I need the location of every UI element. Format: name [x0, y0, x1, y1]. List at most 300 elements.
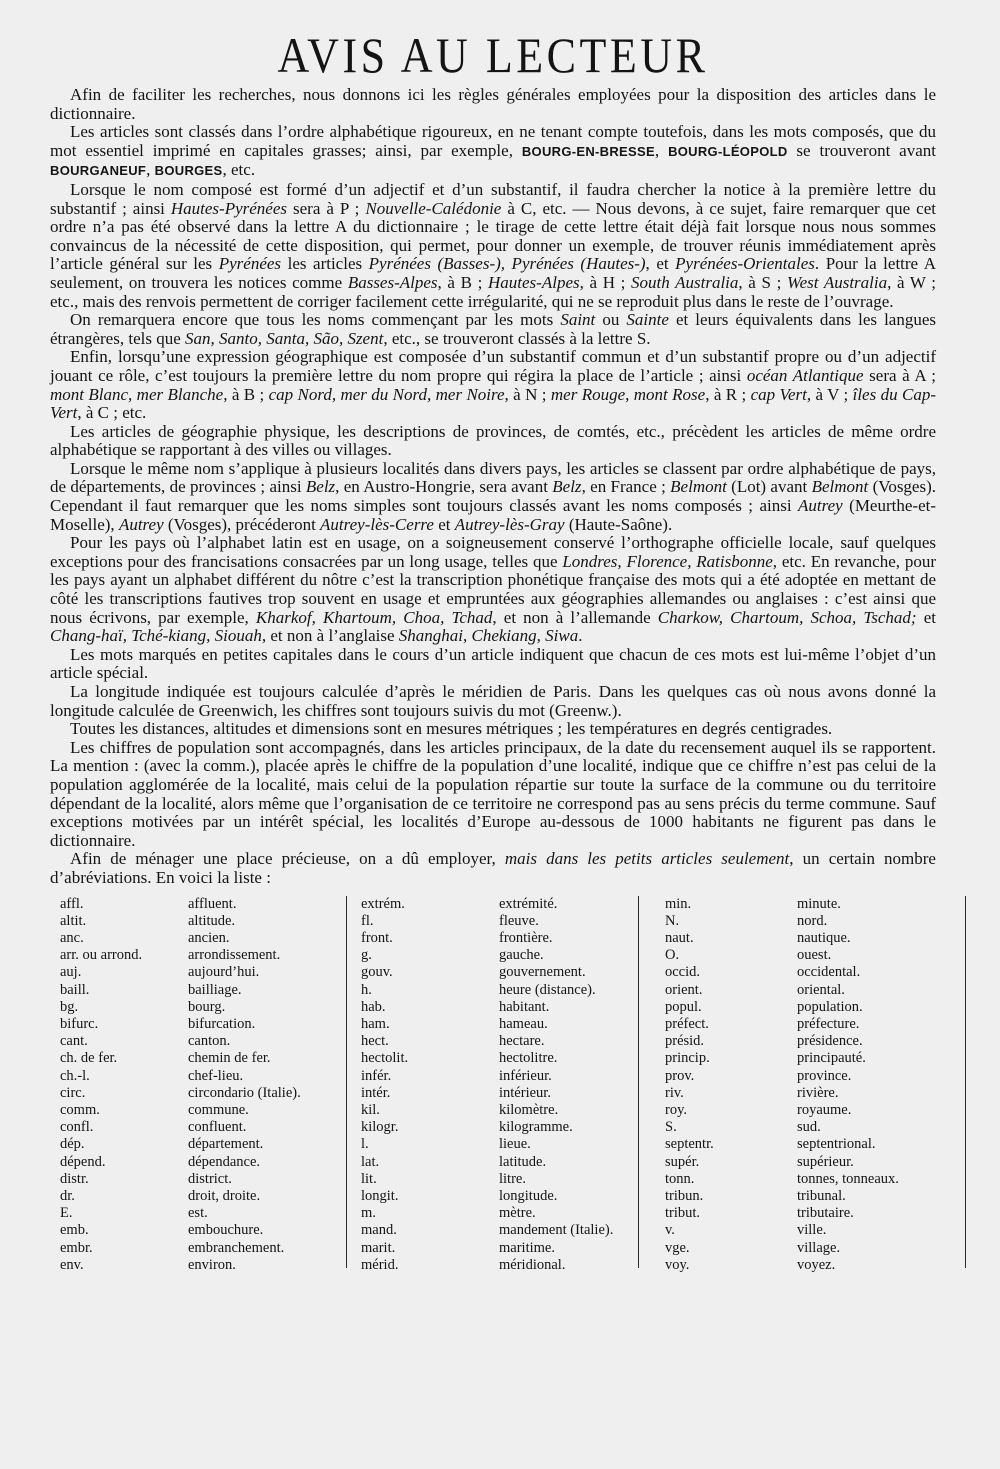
abbreviation-row — [361, 896, 657, 913]
italic-term: Autrey-lès-Cerre — [320, 514, 434, 534]
abbreviation-meaning: chemin de fer. — [188, 1050, 271, 1067]
abbreviation: riv. — [665, 1084, 684, 1101]
abbreviation-row — [665, 1154, 965, 1171]
italic-term: Pyrénées — [218, 254, 282, 274]
abbreviation: m. — [361, 1205, 376, 1222]
abbreviation-row — [665, 964, 965, 981]
text-run: , à V ; — [806, 384, 853, 404]
text-run: , et non à l’allemande — [492, 607, 658, 627]
abbreviation-meaning: gauche. — [499, 947, 544, 964]
abbreviation-meaning: bifurcation. — [188, 1015, 256, 1032]
text-run: La longitude indiquée est toujours calculée d’après le méridien de Paris. Dans les quelques cas où nous avons donné la longitude calculée de Greenwich, les chiffres sont toujours suivis du mot (Greenw.). — [50, 682, 936, 720]
abbreviation: baill. — [60, 981, 90, 998]
text-run: Les chiffres de population sont accompagnés, dans les articles principaux, de la date du recensement auquel ils se rapportent. La mention : (avec la comm.), placée après le chiffre de la population d’une localité, indique que ce chiffre n’est pas celui de la population agglomérée de la localité, mais celui de la population répartie sur toute la surface de la commune ou du territoire dépendant de la localité, alors même que l’organisation de ce territoire ne correspond pas au sens précis du terme commune. Sauf exceptions motivées par un intérêt spécial, les localités d’Europe au-dessous de 1000 habitants ne figurent pas dans le dictionnaire. — [50, 737, 936, 850]
italic-term: Chang-haï, Tché-kiang, Siouah — [50, 626, 262, 646]
abbreviation: kilogr. — [361, 1119, 399, 1136]
abbreviation-row — [361, 982, 657, 999]
text-run: (Vosges), précéderont — [163, 514, 321, 534]
abbreviation-row — [361, 1016, 657, 1033]
abbreviation-row — [665, 896, 965, 913]
abbreviation: hab. — [361, 998, 386, 1015]
abbreviation: tribun. — [665, 1187, 704, 1204]
abbreviation-meaning: kilogramme. — [499, 1119, 573, 1136]
italic-term: mais dans les petits articles seulement — [504, 849, 790, 869]
abbreviation-meaning: canton. — [188, 1033, 231, 1050]
abbreviation-meaning: occidental. — [797, 964, 861, 981]
abbreviation: O. — [665, 947, 680, 964]
abbreviation-meaning: extrémité. — [499, 895, 558, 912]
abbreviation-meaning: district. — [188, 1170, 232, 1187]
abbreviation: cant. — [60, 1033, 88, 1050]
abbreviation-meaning: maritime. — [499, 1239, 555, 1256]
paragraph — [50, 534, 936, 646]
paragraph — [50, 423, 936, 460]
text-run: Les articles sont classés dans l’ordre alphabétique rigoureux, en ne tenant compte toutefois, dans les mots composés, que du mot essentiel imprimé en capitales grasses; ainsi, par exemple, — [50, 122, 936, 160]
text-run: les articles — [281, 254, 369, 274]
abbreviation-meaning: intérieur. — [499, 1084, 551, 1101]
abbreviation-meaning: aujourd’hui. — [188, 964, 260, 981]
abbreviation-meaning: hameau. — [499, 1015, 548, 1032]
abbreviation-row — [60, 964, 350, 981]
abbreviation-row — [361, 1102, 657, 1119]
abbreviation-meaning: rivière. — [797, 1084, 839, 1101]
page-title: AVIS AU LECTEUR — [277, 27, 709, 83]
text-run: et — [916, 607, 936, 627]
abbreviation-row — [361, 1033, 657, 1050]
abbreviation-meaning: confluent. — [188, 1119, 247, 1136]
text-run: (Lot) avant — [726, 477, 812, 497]
abbreviation-column-1 — [60, 895, 350, 1273]
abbreviation-row — [361, 1188, 657, 1205]
abbreviation: ch.-l. — [60, 1067, 90, 1084]
abbreviation-row — [60, 896, 350, 913]
italic-term: Sainte — [626, 310, 669, 330]
abbreviation-row — [361, 1154, 657, 1171]
abbreviation: arr. ou arrond. — [60, 947, 143, 964]
abbreviation-row — [665, 913, 965, 930]
abbreviation-meaning: affluent. — [188, 895, 237, 912]
italic-term: Pyrénées (Basses-), Pyrénées (Hautes-) — [368, 254, 646, 274]
abbreviation: infér. — [361, 1067, 392, 1084]
italic-term: mont Blanc, mer Blanche — [50, 384, 224, 404]
text-run: se trouveront avant — [787, 140, 936, 160]
abbreviation-meaning: gouvernement. — [499, 964, 586, 981]
abbreviation: emb. — [60, 1222, 89, 1239]
abbreviation-row — [60, 1154, 350, 1171]
text-run: Les articles de géographie physique, les descriptions de provinces, de comtés, etc., précèdent les articles de même ordre alphabétique se rapportant à des villes ou villages. — [50, 421, 936, 460]
abbreviation-column-3 — [638, 895, 966, 1273]
abbreviation-meaning: circondario (Italie). — [188, 1084, 301, 1101]
italic-term: Hautes-Pyrénées — [170, 198, 288, 218]
abbreviation-meaning: kilomètre. — [499, 1101, 559, 1118]
text-run: . — [578, 626, 583, 646]
abbreviation-row — [361, 930, 657, 947]
abbreviation: extrém. — [361, 895, 405, 912]
abbreviation-row — [60, 1205, 350, 1222]
italic-term: Londres, Florence, Ratisbonne — [562, 551, 773, 571]
abbreviation: h. — [361, 981, 372, 998]
headword-caps: BOURGES — [154, 163, 223, 179]
abbreviation-meaning: mandement (Italie). — [499, 1222, 614, 1239]
paragraph — [50, 646, 936, 683]
abbreviation-column-2 — [346, 895, 657, 1273]
text-run: , à N ; — [504, 384, 551, 404]
abbreviation-row — [60, 913, 350, 930]
abbreviation: orient. — [665, 981, 703, 998]
text-run: sera à A ; — [863, 365, 936, 385]
abbreviation-row — [361, 999, 657, 1016]
abbreviation: longit. — [361, 1187, 399, 1204]
italic-term: Kharkof, Khartoum, Choa, Tchad — [255, 607, 493, 627]
text-run: et — [433, 514, 455, 534]
abbreviation: g. — [361, 947, 372, 964]
abbreviation: S. — [665, 1119, 677, 1136]
text-run: On remarquera encore que tous les noms commençant par les mots — [70, 310, 561, 330]
abbreviation-meaning: ouest. — [797, 947, 832, 964]
abbreviation-row — [60, 982, 350, 999]
abbreviation-row — [60, 1050, 350, 1067]
abbreviation: env. — [60, 1256, 84, 1273]
italic-term: Autrey — [798, 496, 843, 516]
abbreviation-meaning: litre. — [499, 1170, 526, 1187]
abbreviation-meaning: habitant. — [499, 998, 550, 1015]
text-run: Enfin, lorsqu’une expression géographique est composée d’un substantif commun et d’un substantif propre ou d’un adjectif jouant ce rôle, c’est toujours la première lettre du nom propre qui régira la place de l’article ; ainsi — [50, 347, 936, 385]
abbreviation-meaning: arrondissement. — [188, 947, 281, 964]
italic-term: Pyrénées-Orientales — [675, 254, 815, 274]
abbreviation-row — [60, 1171, 350, 1188]
headword-caps: BOURG-LÉOPOLD — [668, 143, 788, 159]
abbreviation: auj. — [60, 964, 82, 981]
abbreviation: occid. — [665, 964, 701, 981]
italic-term: Saint — [560, 310, 596, 330]
text-run: , à H ; — [579, 272, 632, 292]
abbreviation-meaning: nautique. — [797, 929, 851, 946]
abbreviation-row — [665, 1085, 965, 1102]
abbreviation-row — [60, 1222, 350, 1239]
abbreviation-meaning: minute. — [797, 895, 841, 912]
text-run: , etc. — [222, 160, 256, 180]
paragraph — [50, 720, 936, 739]
abbreviation-row — [361, 1050, 657, 1067]
abbreviation-row — [60, 1102, 350, 1119]
abbreviation: présid. — [665, 1033, 705, 1050]
abbreviation-row — [665, 1171, 965, 1188]
abbreviation-meaning: province. — [797, 1067, 852, 1084]
abbreviation: N. — [665, 912, 680, 929]
abbreviation-row — [361, 1205, 657, 1222]
abbreviation-row — [665, 1257, 965, 1274]
text-run: , etc., se trouveront classés à la lettre S. — [383, 328, 651, 348]
text-run: Lorsque le même nom s’applique à plusieurs localités dans divers pays, les articles se classent par ordre alphabétique de pays, de départements, de provinces ; ainsi — [50, 458, 936, 497]
abbreviation-row — [60, 1188, 350, 1205]
abbreviation-row — [361, 1257, 657, 1274]
paragraph — [50, 181, 936, 311]
abbreviation: affl. — [60, 895, 84, 912]
text-run: ou — [595, 310, 627, 330]
abbreviation-meaning: septentrional. — [797, 1136, 876, 1153]
text-run: , à S ; — [738, 272, 787, 292]
abbreviation-row — [665, 1119, 965, 1136]
abbreviation-meaning: droit, droite. — [188, 1187, 261, 1204]
abbreviation-meaning: royaume. — [797, 1101, 852, 1118]
text-run: Les mots marqués en petites capitales dans le cours d’un article indiquent que chacun de ces mots est lui-même l’objet d’un article spécial. — [50, 644, 936, 683]
abbreviation-meaning: fleuve. — [499, 912, 539, 929]
text-run: et leurs équivalents dans les langues étrangères, tels que — [50, 310, 937, 348]
abbreviation-meaning: tonnes, tonneaux. — [797, 1170, 899, 1187]
abbreviation-meaning: présidence. — [797, 1033, 863, 1050]
paragraph — [50, 850, 936, 887]
abbreviation: intér. — [361, 1084, 391, 1101]
paragraph — [50, 123, 936, 181]
italic-term: Autrey-lès-Gray — [454, 514, 565, 534]
text-run: , en Austro-Hongrie, sera avant — [335, 477, 553, 497]
text-run: , à C ; etc. — [77, 403, 147, 423]
abbreviation: l. — [361, 1136, 369, 1153]
abbreviation-row — [665, 982, 965, 999]
abbreviation-row — [665, 1136, 965, 1153]
italic-term: South Australia — [631, 272, 739, 292]
abbreviation-meaning: bailliage. — [188, 981, 242, 998]
text-run: à C, etc. — Nous devons, à ce sujet, faire remarquer que cet ordre n’a pas été observé dans la lettre A du dictionnaire ; le tirage de cette lettre était déjà fait lorsque nous nous sommes convaincus de la nécessité de cette disposition, qui permet, pour donner un exemple, de trouver réunis immédiatement après l’article général sur les — [50, 198, 936, 274]
abbreviation: dr. — [60, 1187, 75, 1204]
abbreviation-meaning: nord. — [797, 912, 828, 929]
abbreviation-row — [665, 1188, 965, 1205]
abbreviation: min. — [665, 895, 692, 912]
text-run: Afin de faciliter les recherches, nous donnons ici les règles générales employées pour la disposition des articles dans le dictionnaire. — [50, 85, 936, 123]
abbreviation-row — [60, 999, 350, 1016]
abbreviation-meaning: dépendance. — [188, 1153, 261, 1170]
abbreviation: tonn. — [665, 1170, 695, 1187]
abbreviation-row — [361, 1136, 657, 1153]
abbreviation-meaning: heure (distance). — [499, 981, 596, 998]
text-run: . Pour la lettre A seulement, on trouvera les notices comme — [50, 254, 936, 292]
text-run: , et non à l’anglaise — [261, 626, 399, 646]
abbreviation: ch. de fer. — [60, 1050, 118, 1067]
abbreviation: voy. — [665, 1256, 690, 1273]
paragraph — [50, 348, 936, 422]
abbreviation-meaning: village. — [797, 1239, 841, 1256]
italic-term: Belz — [552, 477, 582, 497]
abbreviation: popul. — [665, 998, 702, 1015]
abbreviation: hectolit. — [361, 1050, 409, 1067]
abbreviation: fl. — [361, 912, 374, 929]
abbreviation-meaning: principauté. — [797, 1050, 866, 1067]
abbreviation-meaning: supérieur. — [797, 1153, 854, 1170]
abbreviation: v. — [665, 1222, 675, 1239]
abbreviation-meaning: méridional. — [499, 1256, 566, 1273]
abbreviation-row — [361, 1119, 657, 1136]
abbreviation-row — [665, 947, 965, 964]
headword-caps: BOURG-EN-BRESSE — [521, 143, 655, 159]
abbreviation-row — [361, 947, 657, 964]
text-run: , — [654, 140, 669, 160]
abbreviation-row — [361, 964, 657, 981]
abbreviation: E. — [60, 1205, 73, 1222]
abbreviation-row — [361, 1085, 657, 1102]
abbreviation: confl. — [60, 1119, 94, 1136]
abbreviation: kil. — [361, 1101, 380, 1118]
abbreviation-meaning: population. — [797, 998, 863, 1015]
text-run: (Meurthe-et-Moselle), — [50, 496, 936, 534]
abbreviation: comm. — [60, 1101, 100, 1118]
italic-term: océan Atlantique — [746, 365, 864, 385]
abbreviation-meaning: département. — [188, 1136, 264, 1153]
abbreviation: circ. — [60, 1084, 86, 1101]
italic-term: Belmont — [811, 477, 869, 497]
abbreviation-meaning: oriental. — [797, 981, 845, 998]
italic-term: cap Vert — [750, 384, 807, 404]
text-run: Lorsque le nom composé est formé d’un adjectif et d’un substantif, il faudra chercher la notice à la première lettre du substantif ; ainsi — [50, 179, 936, 218]
paragraph — [50, 460, 936, 534]
text-run: Pour les pays où l’alphabet latin est en usage, on a soigneusement conservé l’orthographe officielle locale, sauf quelques exceptions pour des francisations consacrées par un long usage, telles que — [50, 533, 936, 571]
abbreviation: ham. — [361, 1015, 390, 1032]
abbreviation: mand. — [361, 1222, 397, 1239]
text-run: , — [146, 160, 155, 180]
abbreviation: roy. — [665, 1101, 688, 1118]
abbreviation-row — [60, 1033, 350, 1050]
abbreviation-meaning: latitude. — [499, 1153, 547, 1170]
abbreviation: dép. — [60, 1136, 85, 1153]
abbreviation-meaning: hectolitre. — [499, 1050, 558, 1067]
abbreviation: gouv. — [361, 964, 393, 981]
abbreviation-row — [361, 913, 657, 930]
italic-term: Hautes-Alpes — [488, 272, 580, 292]
abbreviation-meaning: inférieur. — [499, 1067, 552, 1084]
abbreviation: front. — [361, 929, 393, 946]
text-run: sera à P ; — [287, 198, 366, 218]
italic-term: mer Rouge, mont Rose — [550, 384, 706, 404]
abbreviation-row — [361, 1068, 657, 1085]
text-run: , et — [645, 254, 676, 274]
text-run: (Vosges). Cependant il faut remarquer que les noms simples sont toujours classés avant les noms composés ; ainsi — [50, 477, 937, 516]
text-run: (Haute-Saône). — [564, 514, 673, 534]
abbreviation: dépend. — [60, 1153, 106, 1170]
abbreviation: septentr. — [665, 1136, 714, 1153]
abbreviation: marit. — [361, 1239, 396, 1256]
abbreviation-row — [665, 930, 965, 947]
abbreviation-table — [50, 895, 936, 1273]
abbreviation-row — [361, 1222, 657, 1239]
italic-term: Charkow, Chartoum, Schoa, Tschad; — [657, 607, 917, 627]
italic-term: Shanghai, Chekiang, Siwa — [398, 626, 579, 646]
abbreviation-meaning: tributaire. — [797, 1205, 854, 1222]
abbreviation: lat. — [361, 1153, 380, 1170]
abbreviation-meaning: voyez. — [797, 1256, 836, 1273]
abbreviation: embr. — [60, 1239, 93, 1256]
abbreviation: tribut. — [665, 1205, 701, 1222]
abbreviation-row — [60, 1119, 350, 1136]
abbreviation-meaning: mètre. — [499, 1205, 536, 1222]
abbreviation-meaning: lieue. — [499, 1136, 531, 1153]
paragraph — [50, 86, 936, 123]
text-run: , un certain nombre d’abréviations. En voici la liste : — [50, 849, 936, 887]
abbreviation: bifurc. — [60, 1015, 99, 1032]
paragraph — [50, 739, 936, 851]
italic-term: cap Nord, mer du Nord, mer Noire — [268, 384, 505, 404]
text-run: , à B ; — [223, 384, 269, 404]
abbreviation-meaning: bourg. — [188, 998, 226, 1015]
text-run: , à R ; — [705, 384, 751, 404]
text-run: Toutes les distances, altitudes et dimensions sont en mesures métriques ; les températures en degrés centigrades. — [70, 719, 833, 739]
abbreviation: naut. — [665, 929, 694, 946]
abbreviation-row — [665, 1222, 965, 1239]
abbreviation-meaning: longitude. — [499, 1187, 558, 1204]
abbreviation: anc. — [60, 929, 84, 946]
abbreviation: mérid. — [361, 1256, 399, 1273]
abbreviation-row — [665, 1016, 965, 1033]
abbreviation-meaning: tribunal. — [797, 1187, 846, 1204]
italic-term: West Australia — [786, 272, 888, 292]
abbreviation-row — [60, 1136, 350, 1153]
abbreviation-row — [60, 1240, 350, 1257]
paragraph — [50, 311, 936, 348]
abbreviation-row — [665, 1068, 965, 1085]
abbreviation: altit. — [60, 912, 87, 929]
abbreviation: hect. — [361, 1033, 389, 1050]
abbreviation-meaning: est. — [188, 1205, 208, 1222]
headword-caps: BOURGANEUF — [50, 163, 147, 179]
abbreviation: princip. — [665, 1050, 710, 1067]
abbreviation-row — [361, 1240, 657, 1257]
abbreviation-meaning: frontière. — [499, 929, 553, 946]
italic-term: Belmont — [670, 477, 727, 497]
abbreviation-row — [60, 1257, 350, 1274]
text-run: , en France ; — [581, 477, 671, 497]
abbreviation-row — [60, 1016, 350, 1033]
abbreviation: préfect. — [665, 1015, 709, 1032]
abbreviation: distr. — [60, 1170, 89, 1187]
abbreviation: supér. — [665, 1153, 700, 1170]
abbreviation-row — [665, 1205, 965, 1222]
text-run: , etc. En revanche, pour les pays ayant un alphabet différent du nôtre c’est la transcription phonétique française des mots qui a été adoptée en mettant de côté les transcriptions fautives trop souvent en usage et empruntées aux géographies allemandes ou anglaises : c’est ainsi que nous écrivons, par exemple, — [50, 551, 937, 627]
italic-term: Belz — [305, 477, 336, 497]
text-run: Afin de ménager une place précieuse, on a dû employer, — [70, 849, 505, 869]
abbreviation-row — [60, 1068, 350, 1085]
abbreviation-meaning: ancien. — [188, 929, 230, 946]
abbreviation-row — [665, 1102, 965, 1119]
italic-term: Basses-Alpes — [347, 272, 438, 292]
notice-body — [50, 86, 936, 888]
abbreviation-row — [665, 999, 965, 1016]
abbreviation-meaning: sud. — [797, 1119, 821, 1136]
abbreviation: lit. — [361, 1170, 377, 1187]
abbreviation-meaning: hectare. — [499, 1033, 545, 1050]
abbreviation-row — [665, 1050, 965, 1067]
italic-term: îles du Cap-Vert — [50, 384, 936, 423]
italic-term: San, Santo, Santa, São, Szent — [185, 328, 384, 348]
abbreviation-row — [60, 1085, 350, 1102]
abbreviation-meaning: altitude. — [188, 912, 236, 929]
abbreviation-meaning: commune. — [188, 1101, 249, 1118]
abbreviation-meaning: préfecture. — [797, 1015, 860, 1032]
abbreviation: prov. — [665, 1067, 695, 1084]
abbreviation-row — [665, 1033, 965, 1050]
italic-term: Nouvelle-Calédonie — [365, 198, 502, 218]
paragraph — [50, 683, 936, 720]
abbreviation-row — [60, 930, 350, 947]
abbreviation-meaning: ville. — [797, 1222, 827, 1239]
abbreviation-meaning: embouchure. — [188, 1222, 264, 1239]
abbreviation-row — [361, 1171, 657, 1188]
abbreviation-meaning: embranchement. — [188, 1239, 285, 1256]
abbreviation-meaning: environ. — [188, 1256, 236, 1273]
italic-term: Autrey — [118, 514, 164, 534]
text-run: , à W ; etc., mais des renvois permettent de corriger facilement cette irrégularité, qui ne se reproduit plus dans le reste de l’ouvrage. — [50, 272, 937, 311]
abbreviation: vge. — [665, 1239, 690, 1256]
abbreviation-row — [665, 1240, 965, 1257]
text-run: , à B ; — [437, 272, 489, 292]
abbreviation-meaning: chef-lieu. — [188, 1067, 244, 1084]
